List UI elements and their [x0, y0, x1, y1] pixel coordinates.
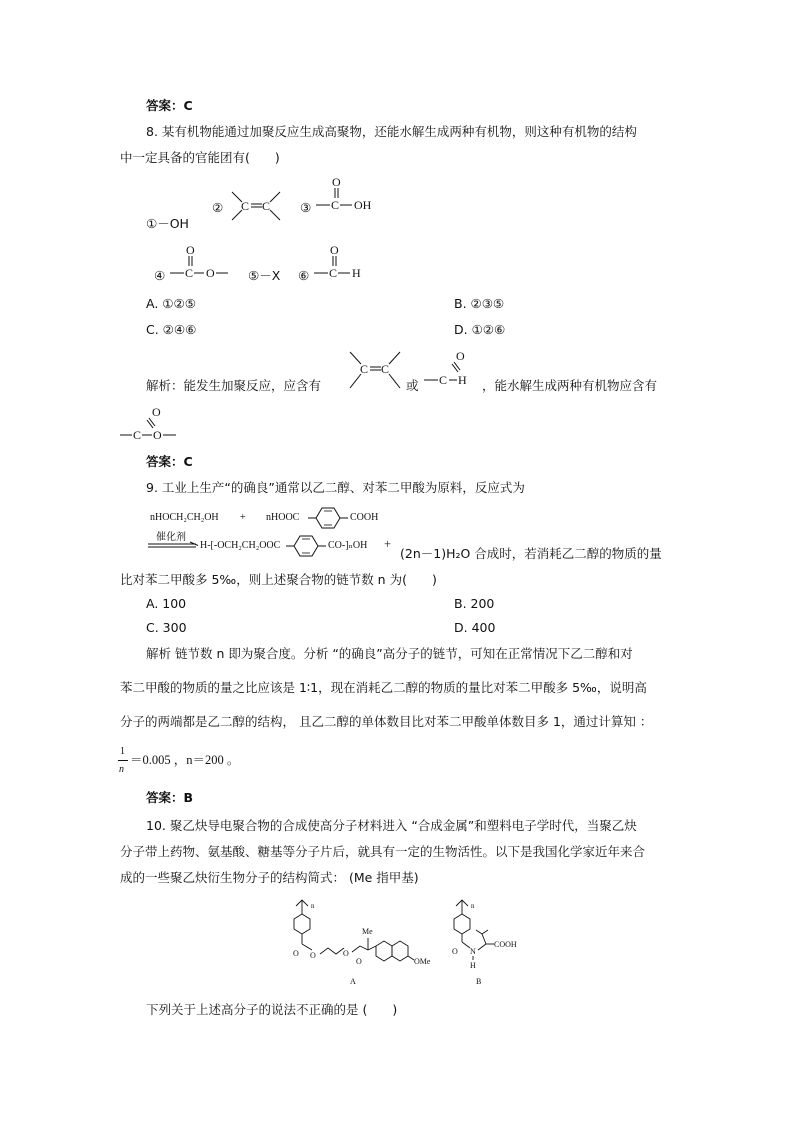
q9-stem-line1: 9. 工业上生产“的确良”通常以乙二醇、对苯二甲酸为原料，反应式为	[146, 480, 525, 495]
sub-n-a: n	[311, 902, 315, 910]
q8-stem-line1: 8. 某有机物能通过加聚反应生成高聚物，还能水解生成两种有机物，则这种有机物的结构	[146, 124, 637, 139]
q9-analysis-line2: 苯二甲酸的物质的量之比应该是 1∶1，现在消耗乙二醇的物质的量比对苯二甲酸多 5‰，说明高	[120, 680, 647, 695]
svg-text:H: H	[458, 373, 467, 387]
alkene-structure-icon	[228, 188, 282, 224]
ome-label: OMe	[414, 957, 431, 966]
group-1-hydroxyl: ①－OH	[146, 216, 189, 231]
q8-option-c: C. ②④⑥	[146, 322, 197, 337]
svg-text:C: C	[185, 266, 194, 280]
svg-text:C: C	[241, 199, 250, 213]
q9-option-c: C. 300	[146, 620, 187, 635]
svg-text:C: C	[331, 198, 340, 212]
sub-n-b: n	[471, 902, 475, 910]
answer-q8: 答案：C	[146, 454, 193, 469]
label-b: B	[476, 977, 482, 986]
answer-q9: 答案：B	[146, 790, 194, 805]
q8-option-d: D. ①②⑥	[454, 322, 506, 337]
benzene-ring-icon	[308, 505, 348, 531]
answer-q7: 答案：C	[146, 98, 193, 113]
fraction-denominator: n	[119, 764, 124, 775]
q9-plus-1: +	[240, 512, 246, 523]
reaction-arrow-icon	[148, 542, 200, 550]
svg-text:O: O	[206, 266, 215, 280]
analysis-alkene-icon	[346, 350, 402, 390]
group-4-number: ④	[154, 268, 166, 283]
q10-question: 下列关于上述高分子的说法不正确的是 ( )	[146, 1002, 398, 1017]
h-atom: H	[470, 961, 476, 970]
q9-calculation: ＝0.005 ，n＝200 。	[130, 753, 240, 767]
svg-text:O: O	[153, 428, 162, 442]
q9-analysis-line3: 分子的两端都是乙二醇的结构， 且乙二醇的单体数目比对苯二甲酸单体数目多 1，通过计算知 ：	[120, 714, 653, 729]
q9-product-right: CO-]ₙOH	[328, 540, 368, 551]
fraction-bar	[118, 760, 128, 761]
cooh-label: COOH	[494, 940, 517, 949]
q9-catalyst-label: 催化剂	[156, 532, 186, 543]
group-3-number: ③	[300, 200, 312, 215]
svg-text:C: C	[329, 266, 338, 280]
n-atom: N	[470, 947, 476, 956]
q9-plus-2: +	[384, 537, 392, 551]
q9-option-b: B. 200	[454, 596, 495, 611]
me-label: Me	[362, 927, 373, 936]
q9-option-d: D. 400	[454, 620, 496, 635]
q8-option-b: B. ②③⑤	[454, 296, 505, 311]
q9-option-a: A. 100	[146, 596, 187, 611]
svg-text:O: O	[152, 405, 161, 419]
group-6-number: ⑥	[298, 268, 310, 283]
q9-reactant-ethylene-glycol: nHOCH₂CH₂OH	[150, 512, 219, 523]
analysis-ester-icon	[120, 406, 184, 442]
svg-text:O: O	[456, 349, 465, 363]
carboxyl-structure-icon	[316, 176, 380, 212]
o-a-1: O	[293, 949, 299, 958]
o-a-3: O	[343, 949, 349, 958]
benzene-ring-product-icon	[286, 533, 326, 559]
polyacetylene-derivatives-figure	[290, 892, 530, 992]
svg-text:O: O	[332, 175, 341, 189]
svg-text:OH: OH	[354, 198, 372, 212]
analysis-aldehyde-icon	[424, 350, 480, 388]
ester-structure-icon	[170, 244, 234, 280]
group-5-halogen: ⑤－X	[248, 268, 281, 283]
q10-stem-line1: 10. 聚乙炔导电聚合物的合成使高分子材料进入 “合成金属”和塑料电子学时代，当聚乙炔	[146, 818, 637, 833]
q10-stem-line3: 成的一些聚乙炔衍生物分子的结构简式： (Me 指甲基)	[120, 870, 419, 885]
q10-stem-line2: 分子带上药物、氨基酸、糖基等分子片后，就具有一定的生物活性。以下是我国化学家近年来合	[120, 844, 646, 859]
q9-analysis-line1: 解析 链节数 n 即为聚合度。分析 “的确良”高分子的链节，可知在正常情况下乙二醇和对	[146, 646, 633, 661]
o-b: O	[452, 947, 458, 956]
q9-water-and-stem: (2n－1)H₂O 合成时，若消耗乙二醇的物质的量	[400, 546, 662, 561]
svg-text:C: C	[133, 428, 142, 442]
svg-text:C: C	[381, 362, 390, 376]
q9-product-left: H-[-OCH₂CH₂OOC	[200, 540, 281, 551]
q8-stem-line2: 中一定具备的官能团有( )	[120, 150, 280, 165]
svg-text:H: H	[352, 266, 361, 280]
svg-text:C: C	[262, 199, 271, 213]
aldehyde-structure-icon	[314, 244, 370, 280]
svg-text:O: O	[330, 243, 339, 257]
o-a-2: O	[310, 951, 316, 960]
fraction-numerator: 1	[120, 746, 125, 757]
o-a-4: O	[356, 957, 362, 966]
svg-text:C: C	[360, 362, 369, 376]
q9-reactant-acid-right: COOH	[350, 512, 379, 523]
q9-reactant-acid-left: nHOOC	[266, 512, 300, 523]
svg-text:O: O	[186, 243, 195, 257]
q8-analysis-suffix: ，能水解生成两种有机物应含有	[482, 378, 658, 393]
q9-stem-line3: 比对苯二甲酸多 5‰，则上述聚合物的链节数 n 为( )	[120, 572, 437, 587]
q8-analysis-or: 或	[406, 378, 419, 393]
label-a: A	[350, 977, 356, 986]
group-2-number: ②	[212, 200, 224, 215]
q8-option-a: A. ①②⑤	[146, 296, 196, 311]
q8-analysis-prefix: 解析：能发生加聚反应，应含有	[146, 378, 322, 393]
svg-text:C: C	[439, 373, 448, 387]
